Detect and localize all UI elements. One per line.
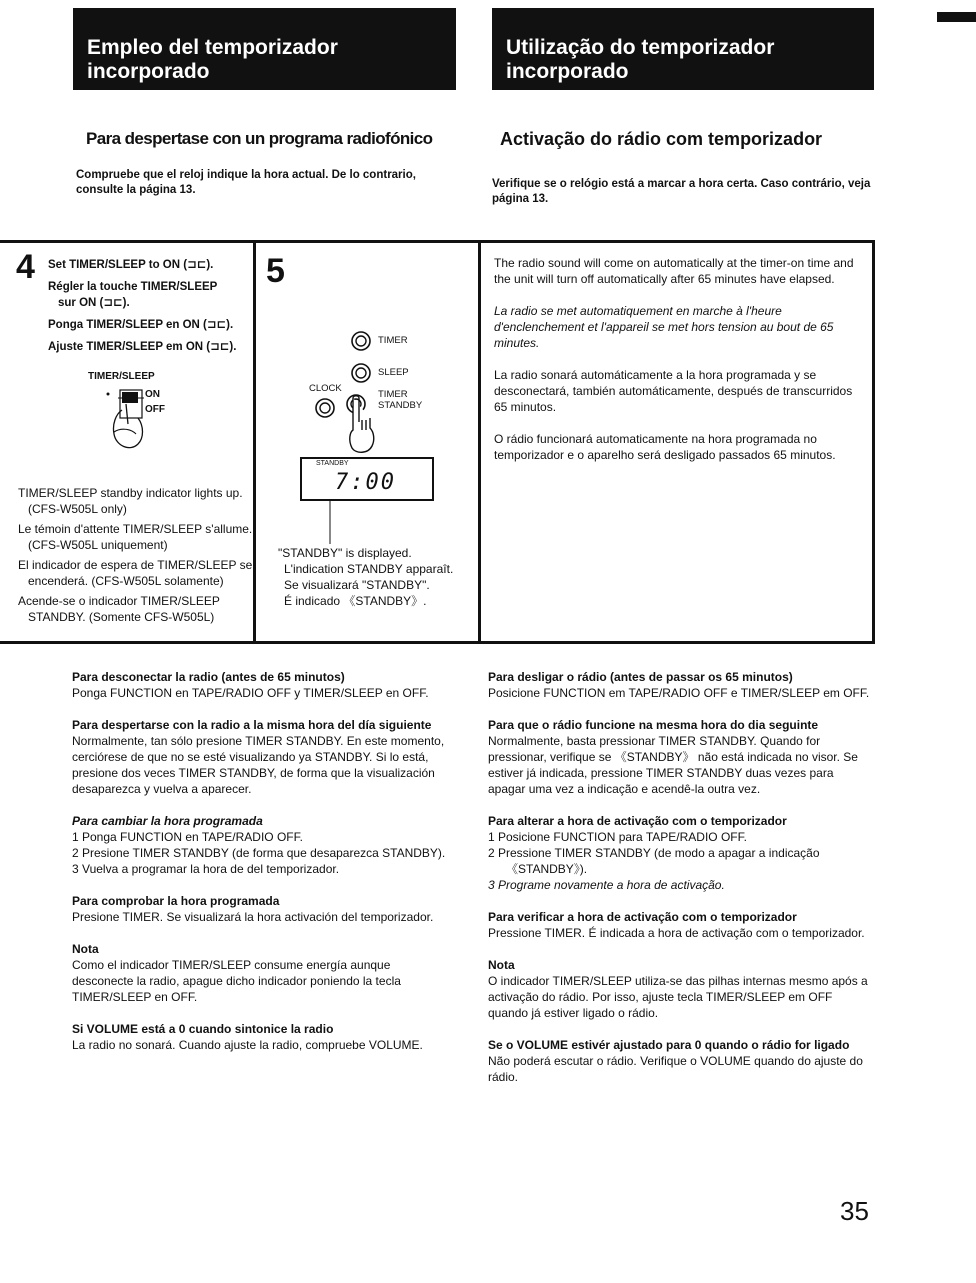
display-note-fr: L'indication STANDBY apparaît.: [284, 562, 454, 576]
step-4-line-es: Ponga TIMER/SLEEP en ON (⊐⊏).: [48, 319, 234, 331]
pt-text-note: O indicador TIMER/SLEEP utiliza-se das pilhas internas mesmo após a activação do rádio. Por isso, ajuste tecla TIMER/SLEEP em OFF quando já estiver ligado o rádio.: [488, 974, 868, 1020]
es-block-disconnect: [72, 669, 452, 701]
es-step-1: 1 Ponga FUNCTION en TAPE/RADIO OFF.: [72, 830, 303, 844]
callout-leader-line: [328, 500, 332, 544]
sleep-button-label: SLEEP: [378, 367, 409, 378]
pt-step-2: 2 Pressione TIMER STANDBY (de modo a apagar a indicação 《STANDBY》).: [488, 846, 820, 876]
timer-button-icon: [350, 330, 372, 352]
step-5-number: 5: [266, 252, 285, 290]
timer-button-label: TIMER: [378, 335, 408, 346]
es-heading-change-time: Para cambiar la hora programada: [72, 814, 263, 828]
es-block-check-time: [72, 893, 452, 925]
result-en: The radio sound will come on automatically at the timer-on time and the unit will turn off automatically after 65 minutes have elapsed.: [494, 256, 854, 286]
pt-text-disconnect: Posicione FUNCTION em TAPE/RADIO OFF e TIMER/SLEEP em OFF.: [488, 686, 870, 700]
step-4-indicator-notes: [18, 485, 254, 629]
pt-block-disconnect: [488, 669, 870, 701]
clock-button-icon: [314, 397, 336, 419]
header-title-right: Utilização do temporizador incorporado: [506, 36, 775, 83]
pt-block-note: [488, 957, 870, 1021]
timer-standby-label-2: STANDBY: [378, 400, 423, 411]
indicator-note-fr: Le témoin d'attente TIMER/SLEEP s'allume. (CFS-W505L uniquement): [18, 522, 253, 552]
pt-step-1: 1 Posicione FUNCTION para TAPE/RADIO OFF.: [488, 830, 747, 844]
result-fr: La radio se met automatiquement en marche à l'heure d'enclenchement et l'appareil se met hors tension au bout de 65 minutes.: [494, 304, 834, 350]
es-heading-note: Nota: [72, 942, 99, 956]
es-text-note: Como el indicador TIMER/SLEEP consume energía aunque desconecte la radio, apague dicho indicador poniendo la tecla TIMER/SLEEP en OFF.: [72, 958, 401, 1004]
result-pt: O rádio funcionará automaticamente na hora programada no temporizador e o aparelho será desligado passados 65 minutos.: [494, 432, 836, 462]
section-heading-left: Para despertase con un programa radiofónico: [86, 129, 433, 148]
pt-block-change-time: [488, 813, 870, 893]
switch-on-label: ON: [145, 389, 160, 400]
timer-sleep-switch-illustration-icon: [100, 384, 160, 460]
pt-heading-disconnect: Para desligar o rádio (antes de passar os 65 minutos): [488, 670, 793, 684]
pt-text-next-day: Normalmente, basta pressionar TIMER STANDBY. Quando for pressionar, verifique se 《STANDBY》 não está indicada no visor. Se estiver já indicada, pressione TIMER STANDBY duas vezes para apagar uma vez a indicação e acendê-la outra vez.: [488, 734, 858, 796]
es-block-next-day: [72, 717, 452, 797]
es-heading-disconnect: Para desconectar la radio (antes de 65 minutos): [72, 670, 345, 684]
es-heading-volume: Si VOLUME está a 0 cuando sintonice la radio: [72, 1022, 334, 1036]
corner-tab-mark: [937, 12, 976, 22]
step-4-line-en: Set TIMER/SLEEP to ON (⊐⊏).: [48, 259, 214, 271]
step-box-top-rule: [0, 240, 875, 243]
step-4-line-fr-1: Régler la touche TIMER/SLEEP: [48, 281, 218, 293]
display-note-en: "STANDBY" is displayed.: [278, 546, 412, 560]
sleep-button-icon: [350, 362, 372, 384]
header-banner-left: [73, 8, 456, 90]
es-step-3: 3 Vuelva a programar la hora de del temporizador.: [72, 862, 340, 876]
es-block-note: [72, 941, 452, 1005]
pt-heading-note: Nota: [488, 958, 515, 972]
step-4-number: 4: [16, 248, 35, 286]
es-heading-next-day: Para despertarse con la radio a la misma hora del día siguiente: [72, 718, 432, 732]
step-box-right-border: [872, 240, 875, 644]
intro-text-right: Verifique se o relógio está a marcar a hora certa. Caso contrário, veja página 13.: [492, 178, 871, 205]
es-text-check-time: Presione TIMER. Se visualizará la hora activación del temporizador.: [72, 910, 434, 924]
pt-text-volume: Não poderá escutar o rádio. Verifique o VOLUME quando do ajuste do rádio.: [488, 1054, 863, 1084]
switch-label: TIMER/SLEEP: [88, 371, 155, 382]
timer-standby-button-press-icon: [340, 390, 380, 460]
es-text-next-day: Normalmente, tan sólo presione TIMER STANDBY. En este momento, cerciórese de que no se esté visualizando ya STANDBY. Si lo está, presione dos veces TIMER STANDBY, de forma que la visualización desaparezca y vuelva a aparecer.: [72, 734, 445, 796]
spanish-notes-column: [72, 669, 452, 1069]
pt-heading-volume: Se o VOLUME estivér ajustado para 0 quando o rádio for ligado: [488, 1038, 850, 1052]
pt-heading-check-time: Para verificar a hora de activação com o temporizador: [488, 910, 797, 924]
pt-block-check-time: [488, 909, 870, 941]
indicator-note-es: El indicador de espera de TIMER/SLEEP se encenderá. (CFS-W505L solamente): [18, 558, 253, 588]
lcd-standby-indicator: STANDBY: [316, 460, 349, 467]
lcd-time-readout: 7:00: [335, 470, 396, 495]
pt-heading-change-time: Para alterar a hora de activação com o temporizador: [488, 814, 787, 828]
pt-text-check-time: Pressione TIMER. É indicada a hora de activação com o temporizador.: [488, 926, 865, 940]
timer-standby-label-1: TIMER: [378, 389, 408, 400]
portuguese-notes-column: [488, 669, 870, 1101]
step-4-line-fr-2: sur ON (⊐⊏).: [58, 297, 130, 309]
switch-off-label: OFF: [145, 404, 165, 415]
indicator-note-en: TIMER/SLEEP standby indicator lights up. (CFS-W505L only): [18, 486, 243, 516]
es-block-volume: [72, 1021, 452, 1053]
es-text-volume: La radio no sonará. Cuando ajuste la radio, compruebe VOLUME.: [72, 1038, 423, 1052]
header-banner-right: [492, 8, 874, 90]
header-title-left: Empleo del temporizador incorporado: [87, 36, 338, 83]
step-box-divider-2: [478, 240, 481, 644]
pt-block-volume: [488, 1037, 870, 1085]
indicator-note-pt: Acende-se o indicador TIMER/SLEEP STANDBY. (Somente CFS-W505L): [18, 594, 220, 624]
pt-heading-next-day: Para que o rádio funcione na mesma hora do dia seguinte: [488, 718, 819, 732]
page-number: 35: [840, 1196, 869, 1226]
step-4-line-pt: Ajuste TIMER/SLEEP em ON (⊐⊏).: [48, 341, 237, 353]
pt-block-next-day: [488, 717, 870, 797]
intro-text-left: Compruebe que el reloj indique la hora actual. De lo contrario, consulte la página 13.: [76, 169, 416, 196]
step-5-display-notes: [278, 545, 478, 609]
es-block-change-time: [72, 813, 452, 877]
result-es: La radio sonará automáticamente a la hora programada y se desconectará, también automáticamente, después de transcurridos 65 minutos.: [494, 368, 853, 414]
step-box-bottom-rule: [0, 641, 875, 644]
es-step-2: 2 Presione TIMER STANDBY (de forma que desaparezca STANDBY).: [72, 846, 446, 860]
section-heading-right: Activação do rádio com temporizador: [500, 129, 823, 149]
display-note-es: Se visualizará "STANDBY".: [284, 578, 430, 592]
es-heading-check-time: Para comprobar la hora programada: [72, 894, 280, 908]
step-4-instructions: [48, 257, 258, 355]
pt-step-3: 3 Programe novamente a hora de activação.: [488, 878, 725, 892]
result-description: [494, 255, 856, 479]
es-text-disconnect: Ponga FUNCTION en TAPE/RADIO OFF y TIMER/SLEEP en OFF.: [72, 686, 429, 700]
clock-button-label: CLOCK: [309, 383, 342, 394]
display-note-pt: É indicado 《STANDBY》.: [284, 594, 427, 608]
